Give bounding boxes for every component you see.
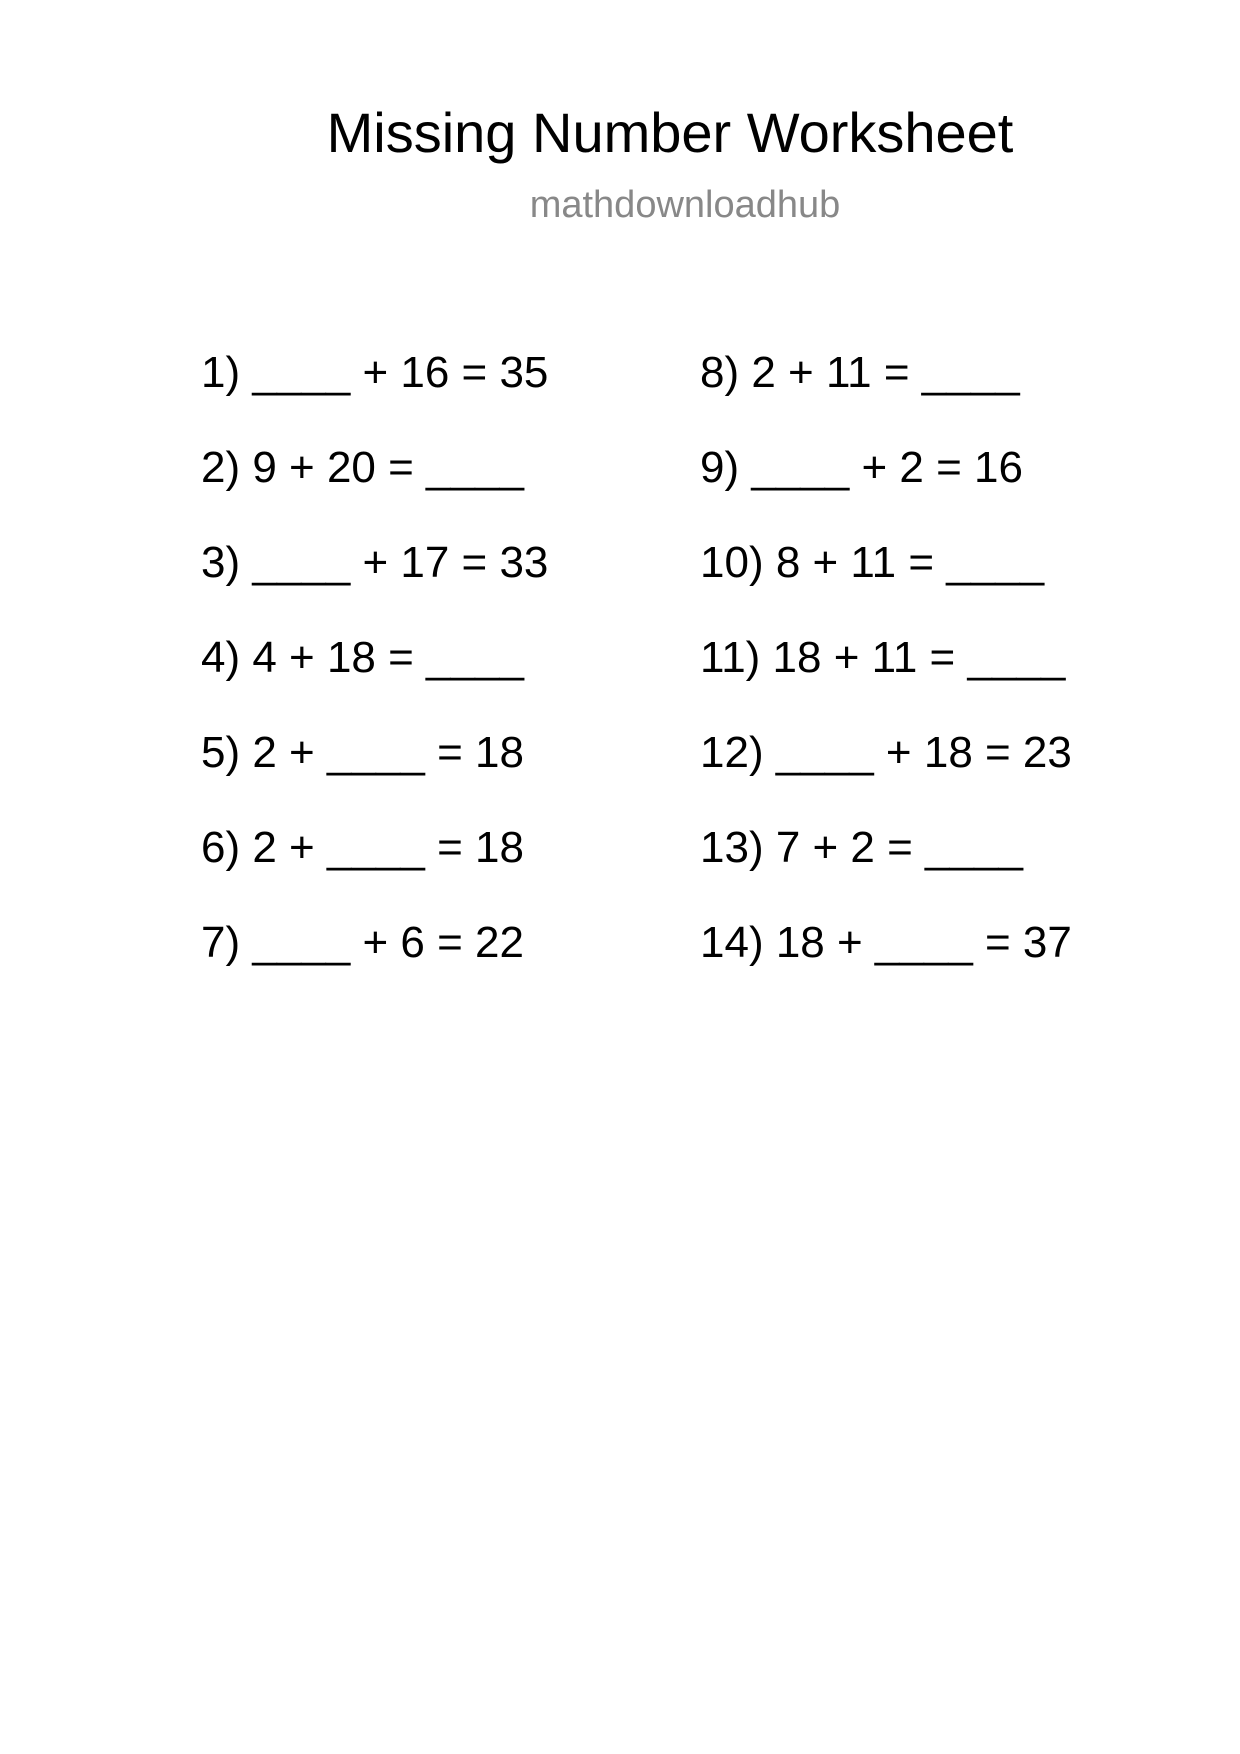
problem-4: 4) 4 + 18 = ____	[201, 633, 524, 682]
problem-10: 10) 8 + 11 = ____	[700, 538, 1045, 587]
worksheet-title: Missing Number Worksheet	[326, 101, 1014, 164]
problem-14: 14) 18 + ____ = 37	[700, 918, 1072, 967]
problem-6: 6) 2 + ____ = 18	[201, 823, 524, 872]
problem-2: 2) 9 + 20 = ____	[201, 443, 524, 492]
problem-3: 3) ____ + 17 = 33	[201, 538, 549, 587]
problems-left-column	[201, 348, 548, 1013]
worksheet-subtitle: mathdownloadhub	[529, 184, 841, 226]
problem-1: 1) ____ + 16 = 35	[201, 348, 549, 397]
problem-13: 13) 7 + 2 = ____	[700, 823, 1023, 872]
problem-12: 12) ____ + 18 = 23	[700, 728, 1072, 777]
problems-right-column	[700, 348, 1072, 1013]
problem-9: 9) ____ + 2 = 16	[700, 443, 1023, 492]
problem-7: 7) ____ + 6 = 22	[201, 918, 524, 967]
problem-8: 8) 2 + 11 = ____	[700, 348, 1020, 397]
problem-5: 5) 2 + ____ = 18	[201, 728, 524, 777]
problem-11: 11) 18 + 11 = ____	[700, 633, 1066, 682]
